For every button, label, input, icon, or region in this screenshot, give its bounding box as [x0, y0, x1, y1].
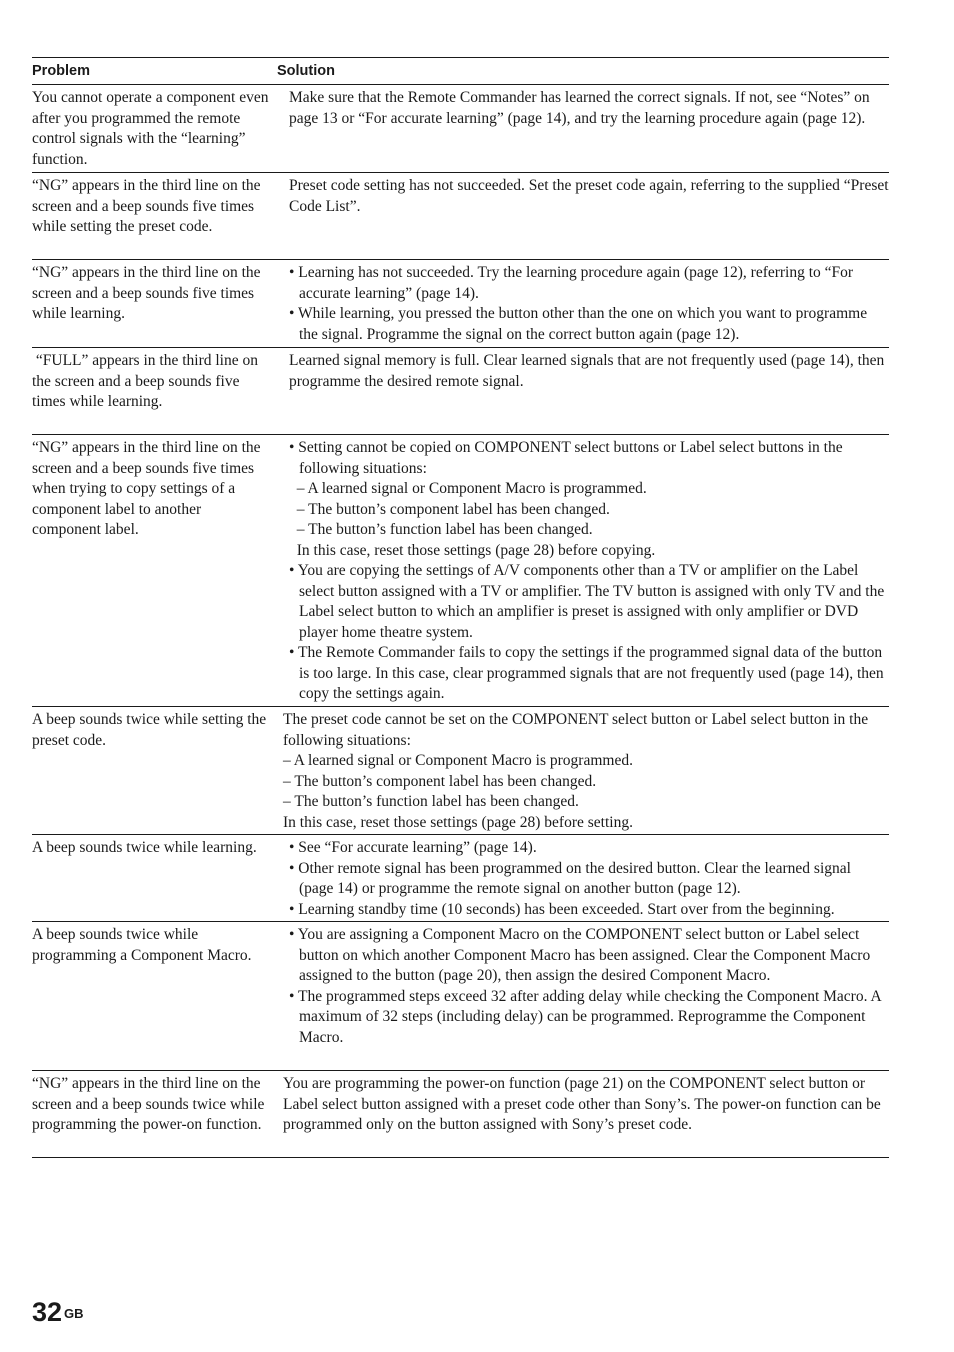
table-row [32, 85, 889, 173]
solution-bullet: • See “For accurate learning” (page 14). [289, 839, 537, 856]
solution-bullet: • The programmed steps exceed 32 after adding delay while checking the Component Macro. A maximum of 32 steps (including delay) can be programmed. Reprogramme the Component Macro. [289, 987, 881, 1046]
solution-bullet: • Other remote signal has been programmed on the desired button. Clear the learned signal (page 14) or programme the remote signal on another button (page 12). [289, 859, 851, 897]
solution-cell [283, 925, 889, 1070]
solution-bullet: • The Remote Commander fails to copy the settings if the programmed signal data of the button is too large. In this case, clear programmed signals that are not frequently used (page 14), then copy the settings again. [289, 644, 884, 702]
problem-cell: “FULL” appears in the third line on the screen and a beep sounds five times while learning. [32, 352, 262, 410]
solution-cell [283, 1074, 889, 1157]
problem-cell: “NG” appears in the third line on the screen and a beep sounds twice while programming the power-on function. [32, 1075, 265, 1133]
table-row [32, 835, 889, 922]
table-row [32, 707, 889, 835]
solution-sub-item: – A learned signal or Component Macro is programmed. [289, 480, 647, 497]
solution-bullet: • While learning, you pressed the button other than the one on which you want to programme the signal. Programme the signal on the correct button again (page 12). [289, 305, 868, 343]
solution-bullet: • Learning has not succeeded. Try the learning procedure again (page 12), referring to “For accurate learning” (page 14). [289, 264, 854, 302]
solution-sub-item: – A learned signal or Component Macro is programmed. [283, 752, 633, 769]
problem-cell: You cannot operate a component even after you programmed the remote control signals with the “learning” function. [32, 89, 269, 168]
solution-bullet: • You are copying the settings of A/V components other than a TV or amplifier on the Label select button assigned with a TV or amplifier. The TV button is assigned with only TV and the Label select button to which an amplifier is preset is assigned with only amplifier or DVD player home theatre system. [289, 562, 885, 641]
solution-sub-item: In this case, reset those settings (page 28) before copying. [289, 541, 656, 559]
page-number-value: 32 [32, 1297, 63, 1327]
solution-text: In this case, reset those settings (page 28) before setting. [283, 813, 633, 831]
solution-sub-item: – The button’s component label has been changed. [289, 500, 610, 518]
solution-cell [283, 838, 889, 921]
troubleshooting-table [32, 57, 889, 1158]
table-row [32, 435, 889, 707]
table-row [32, 348, 889, 435]
problem-cell: “NG” appears in the third line on the screen and a beep sounds five times when trying to copy settings of a component label to another component label. [32, 439, 261, 538]
solution-cell [283, 176, 889, 259]
header-problem: Problem [32, 63, 91, 79]
solution-cell [283, 710, 889, 834]
solution-cell [283, 351, 889, 434]
problem-cell: A beep sounds twice while setting the preset code. [32, 711, 267, 749]
header-solution: Solution [277, 63, 335, 79]
solution-text: The preset code cannot be set on the COMPONENT select button or Label select button in the following situations: [283, 711, 869, 749]
solution-bullet: • Setting cannot be copied on COMPONENT select buttons or Label select buttons in the following situations: [289, 439, 843, 477]
solution-cell [283, 438, 889, 706]
problem-cell: “NG” appears in the third line on the screen and a beep sounds five times while learning. [32, 264, 261, 322]
table-row [32, 260, 889, 348]
solution-cell [283, 263, 889, 347]
problem-cell: A beep sounds twice while learning. [32, 839, 257, 856]
table-row [32, 1071, 889, 1158]
solution-sub-item: – The button’s component label has been changed. [283, 772, 597, 790]
problem-cell: “NG” appears in the third line on the screen and a beep sounds five times while setting the preset code. [32, 177, 261, 235]
solution-sub-item: – The button’s function label has been changed. [289, 521, 593, 538]
solution-text: You are programming the power-on function (page 21) on the COMPONENT select button or Label select button assigned with a preset code other than Sony’s. The power-on function can be programmed only on the button assigned with Sony’s preset code. [283, 1075, 881, 1133]
solution-cell [283, 88, 889, 172]
page-number [32, 1296, 84, 1328]
table-row [32, 922, 889, 1071]
problem-cell: A beep sounds twice while programming a Component Macro. [32, 926, 252, 964]
table-header [32, 58, 889, 85]
solution-bullet: • Learning standby time (10 seconds) has been exceeded. Start over from the beginning. [289, 900, 835, 918]
solution-text: Learned signal memory is full. Clear learned signals that are not frequently used (page 14), then programme the desired remote signal. [289, 352, 885, 390]
solution-text: Make sure that the Remote Commander has learned the correct signals. If not, see “Notes” on page 13 or “For accurate learning” (page 14), and try the learning procedure again (page 12). [289, 89, 870, 127]
solution-bullet: • You are assigning a Component Macro on the COMPONENT select button or Label select button on which another Component Macro has been assigned. Clear the Component Macro assigned to the button (page 20), then assign the desired Component Macro. [289, 926, 871, 984]
table-row [32, 173, 889, 260]
page-number-suffix: GB [64, 1306, 84, 1321]
solution-sub-item: – The button’s function label has been changed. [283, 793, 579, 810]
solution-text: Preset code setting has not succeeded. Set the preset code again, referring to the supplied “Preset Code List”. [289, 177, 889, 215]
